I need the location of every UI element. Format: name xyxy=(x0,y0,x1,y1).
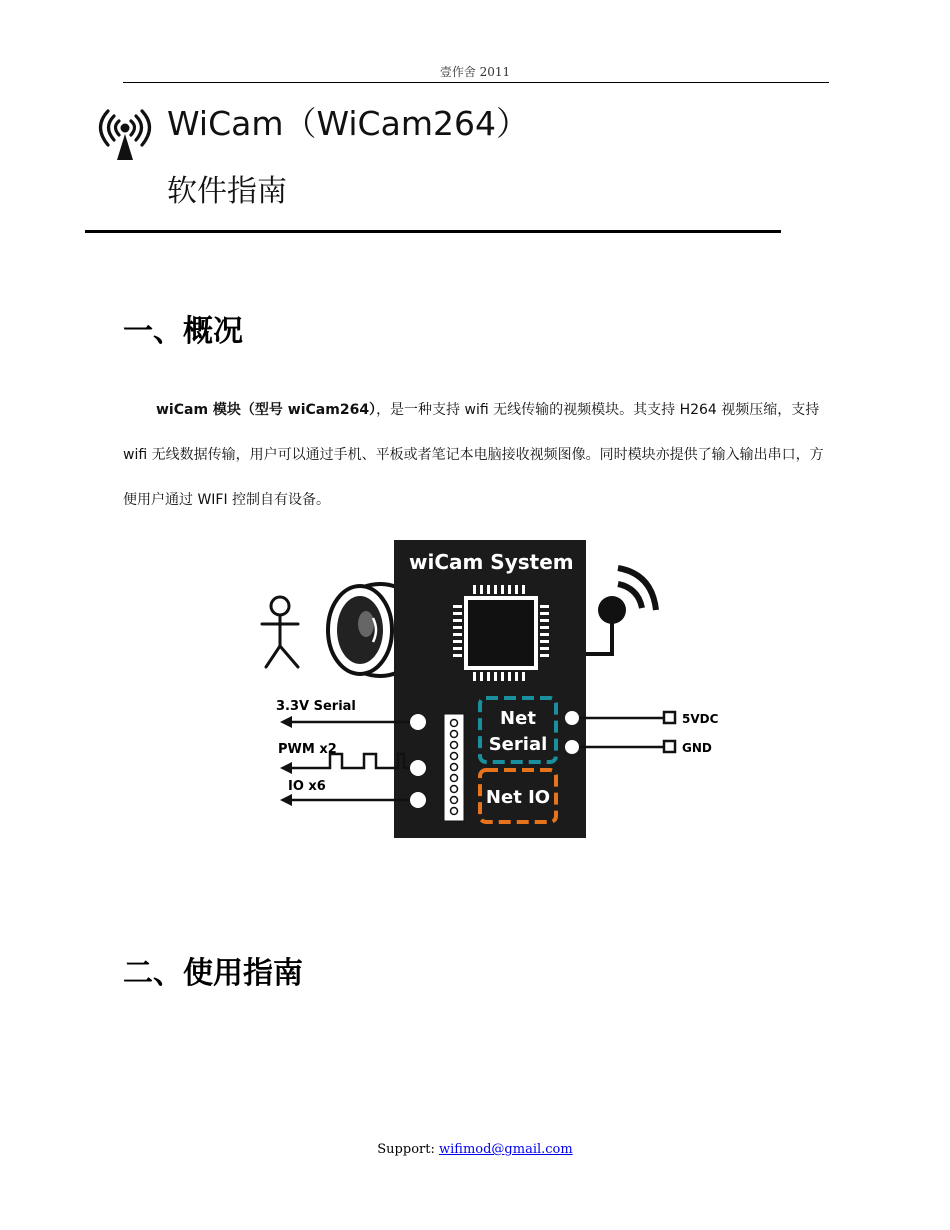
processor-chip-icon xyxy=(453,585,549,681)
intro-paragraph xyxy=(123,388,833,523)
intro-text: ，是一种支持 wifi 无线传输的视频模块。其支持 H264 视频压缩，支持 wifi 无线数据传输，用户可以通过手机、平板或者笔记本电脑接收视频图像。同时模块亦提供了输入输出串口，方便用户通过 WIFI 控制自有设备。 xyxy=(123,402,824,508)
pin-header xyxy=(444,714,464,821)
intro-bold-text: wiCam 模块（型号 wiCam264） xyxy=(156,402,377,418)
section-heading-overview: 一、概况 xyxy=(123,314,243,349)
footer-label: Support: xyxy=(377,1142,439,1157)
label-io: IO x6 xyxy=(288,779,326,794)
net-io-label: Net IO xyxy=(485,787,551,808)
net-serial-label-line1: Net xyxy=(500,708,536,729)
label-5vdc: 5VDC xyxy=(682,712,719,726)
label-pwm: PWM x2 xyxy=(278,742,337,757)
document-title: WiCam（WiCam264） xyxy=(167,104,529,143)
header-rule xyxy=(123,82,829,83)
support-email-link[interactable]: wifimod@gmail.com xyxy=(438,1142,573,1157)
label-3v3-serial: 3.3V Serial xyxy=(276,699,356,714)
page-header: 壹作舍 2011 xyxy=(439,65,511,79)
wicam-system-diagram xyxy=(240,538,720,843)
person-icon xyxy=(262,597,298,667)
title-rule xyxy=(85,230,781,233)
label-gnd: GND xyxy=(682,741,712,755)
page-footer xyxy=(0,1142,950,1157)
net-serial-label-line2: Serial xyxy=(488,734,548,755)
section-heading-usage: 二、使用指南 xyxy=(123,956,303,991)
document-subtitle: 软件指南 xyxy=(167,174,287,209)
antenna-icon xyxy=(586,568,656,654)
board-title: wiCam System xyxy=(409,550,574,574)
wireless-antenna-icon xyxy=(95,108,155,164)
